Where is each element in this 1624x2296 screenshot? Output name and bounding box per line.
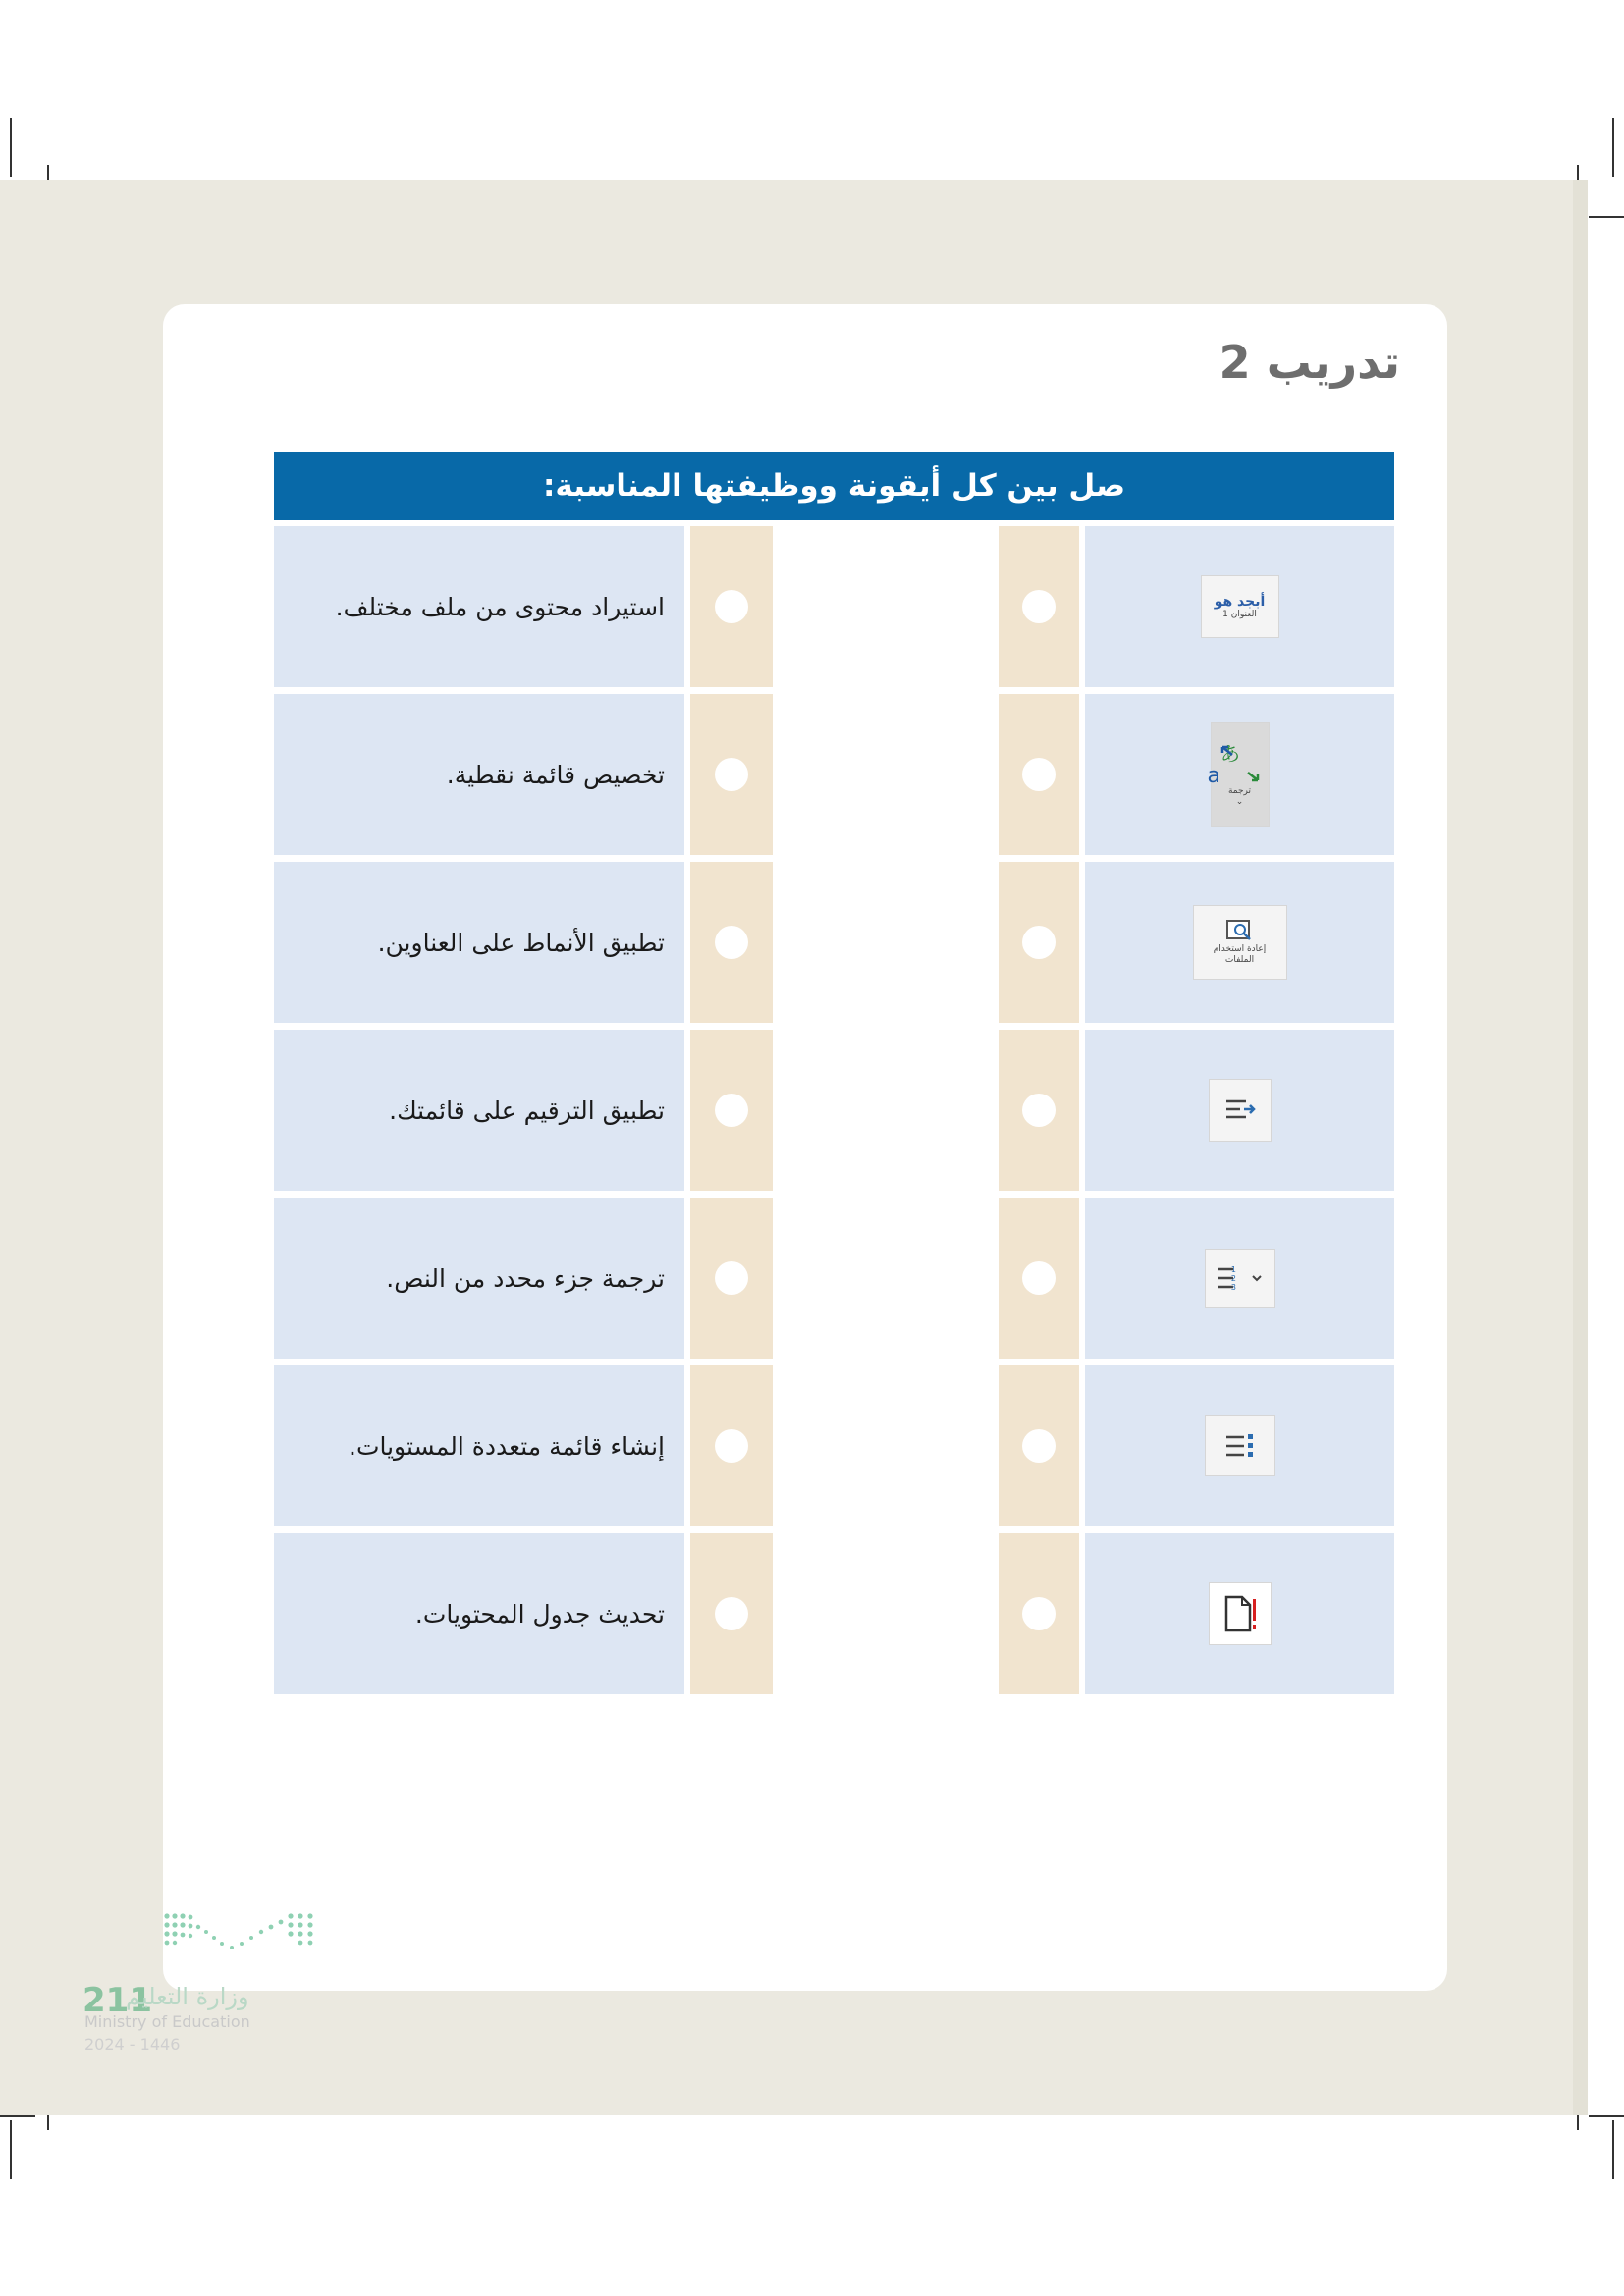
crop-mark [0,2115,35,2117]
function-connect-dot[interactable] [715,926,748,959]
crop-mark [1612,2120,1614,2179]
table-row [274,694,1394,855]
instruction-text: صل بين كل أيقونة ووظيفتها المناسبة: [542,468,1126,504]
function-dot-cell [690,862,773,1023]
update-table-icon [1209,1079,1272,1142]
function-text: استيراد محتوى من ملف مختلف. [335,592,665,621]
function-text: إنشاء قائمة متعددة المستويات. [349,1431,665,1461]
function-text: تطبيق الترقيم على قائمتك. [389,1095,665,1125]
academic-year: 2024 - 1446 [84,2035,181,2054]
numbered-list-glyph-icon [1214,1263,1267,1293]
instruction-banner [274,452,1394,520]
crop-mark [1589,2115,1624,2117]
icon-connect-dot[interactable] [1022,1261,1056,1295]
ministry-name-english: Ministry of Education [84,2012,250,2031]
numbered-list-icon [1205,1249,1275,1308]
crop-mark [1612,118,1614,177]
function-connect-dot[interactable] [715,1094,748,1127]
icon-label: أبجد هو [1214,593,1266,610]
ministry-logo [163,1910,320,1955]
function-text: تطبيق الأنماط على العناوين. [377,928,665,957]
reuse-files-icon [1193,905,1287,980]
crop-mark [1589,216,1624,218]
svg-text:2: 2 [1230,1274,1236,1283]
bulleted-list-glyph-icon [1220,1431,1260,1461]
page-number: 211 [82,1981,152,2020]
icon-cell [1085,862,1394,1023]
icon-dot-cell [999,862,1079,1023]
icon-dot-cell [999,1533,1079,1694]
function-text: تحديث جدول المحتويات. [414,1599,665,1629]
function-description [274,1533,684,1694]
function-description [274,526,684,687]
icon-connect-dot[interactable] [1022,1094,1056,1127]
document-update-glyph-icon [1220,1593,1260,1634]
icon-connect-dot[interactable] [1022,1429,1056,1463]
table-row [274,862,1394,1023]
function-description [274,1365,684,1526]
function-dot-cell [690,1198,773,1359]
icon-dot-cell [999,1365,1079,1526]
svg-text:あ: あ [1219,742,1240,766]
icon-sublabel: الملفات [1224,955,1255,965]
table-row [274,526,1394,687]
icon-cell [1085,694,1394,855]
icon-connect-dot[interactable] [1022,926,1056,959]
svg-text:1: 1 [1230,1265,1236,1274]
table-row [274,1533,1394,1694]
function-dot-cell [690,1533,773,1694]
function-text: تخصيص قائمة نقطية. [446,760,665,789]
icon-cell [1085,1198,1394,1359]
icon-connect-dot[interactable] [1022,1597,1056,1630]
matching-table [274,526,1394,1701]
icon-dot-cell [999,526,1079,687]
icon-cell [1085,1365,1394,1526]
ministry-name-arabic: وزارة التعليم [126,1983,249,2010]
icon-connect-dot[interactable] [1022,758,1056,791]
icon-cell [1085,526,1394,687]
function-dot-cell [690,694,773,855]
table-row [274,1198,1394,1359]
function-connect-dot[interactable] [715,1597,748,1630]
function-connect-dot[interactable] [715,590,748,623]
icon-label: إعادة استخدام [1213,944,1267,954]
bulleted-list-icon [1205,1415,1275,1476]
function-description [274,694,684,855]
function-text: ترجمة جزء محدد من النص. [386,1263,665,1293]
function-dot-cell [690,1365,773,1526]
translate-icon [1207,722,1270,827]
function-connect-dot[interactable] [715,1429,748,1463]
icon-cell [1085,1030,1394,1191]
icon-dot-cell [999,1198,1079,1359]
icon-dot-cell [999,694,1079,855]
translate-glyph-icon [1207,741,1262,788]
function-dot-cell [690,1030,773,1191]
icon-cell [1085,1533,1394,1694]
function-description [274,862,684,1023]
icon-connect-dot[interactable] [1022,590,1056,623]
icon-dot-cell [999,1030,1079,1191]
exercise-title: تدريب 2 [1218,336,1400,389]
table-row [274,1030,1394,1191]
chevron-down-icon: ⌄ [1235,797,1244,807]
table-row [274,1365,1394,1526]
crop-mark [10,2120,12,2179]
function-description [274,1198,684,1359]
function-connect-dot[interactable] [715,758,748,791]
update-table-glyph-icon [1222,1095,1258,1125]
multilevel-list-icon [1209,1582,1272,1645]
crop-mark [10,118,12,177]
page-edge-stripe [1573,180,1588,2115]
function-connect-dot[interactable] [715,1261,748,1295]
reuse-files-glyph-icon [1223,919,1257,944]
function-dot-cell [690,526,773,687]
icon-label: ترجمة [1227,786,1252,796]
icon-sublabel: العنوان 1 [1222,609,1257,619]
heading1-style-icon [1201,575,1279,638]
svg-text:3: 3 [1230,1283,1236,1292]
svg-text:a: a [1207,764,1220,788]
function-description [274,1030,684,1191]
